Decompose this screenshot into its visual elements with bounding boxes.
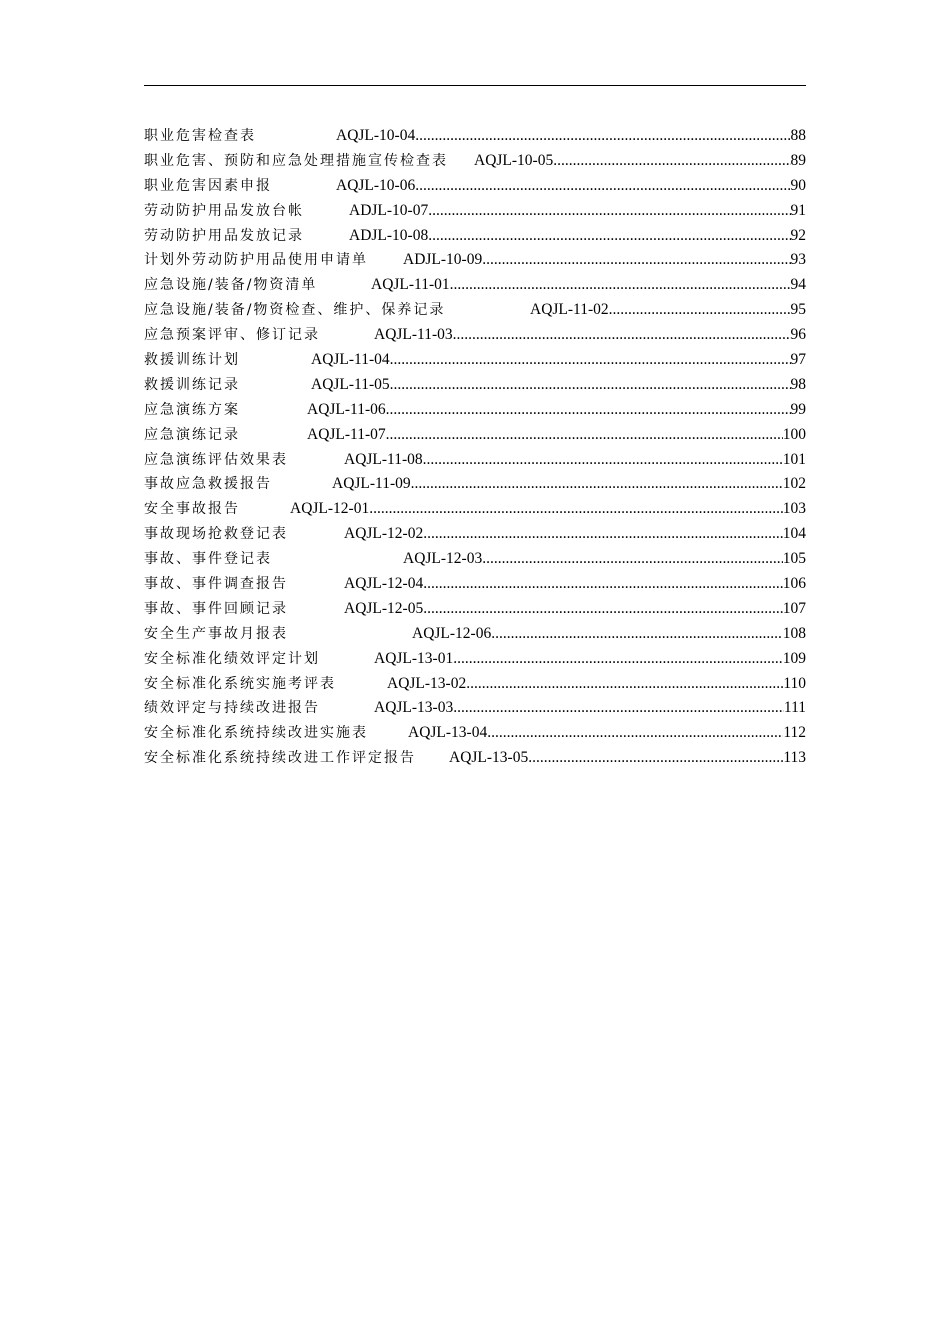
toc-entry-title: 应急设施/装备/物资检查、维护、保养记录 <box>144 302 446 319</box>
toc-entry[interactable] <box>144 721 806 746</box>
toc-entry-page-number: 91 <box>790 201 806 219</box>
toc-entry-page-number: 89 <box>790 151 806 169</box>
toc-entry-page-number: 101 <box>782 450 806 468</box>
toc-dot-leader <box>428 224 790 249</box>
toc-entry[interactable] <box>144 423 806 448</box>
toc-entry[interactable] <box>144 124 806 149</box>
toc-entry-title: 应急演练方案 <box>144 401 240 418</box>
toc-entry-page-number: 94 <box>790 276 806 294</box>
toc-entry-page-number: 110 <box>783 674 806 692</box>
toc-entry-title: 职业危害、预防和应急处理措施宣传检查表 <box>144 152 448 169</box>
toc-entry-title: 安全标准化系统持续改进实施表 <box>144 725 368 742</box>
toc-entry-code: ADJL-10-09 <box>403 251 483 269</box>
toc-entry-title: 事故、事件调查报告 <box>144 576 288 593</box>
toc-dot-leader <box>487 721 783 746</box>
toc-entry-code: AQJL-13-04 <box>408 724 488 742</box>
toc-entry-title: 安全标准化系统实施考评表 <box>144 675 336 692</box>
toc-dot-leader <box>609 298 791 323</box>
toc-entry-code: ADJL-10-08 <box>349 226 429 244</box>
toc-entry[interactable] <box>144 622 806 647</box>
toc-dot-leader <box>491 622 783 647</box>
toc-entry-page-number: 104 <box>782 525 806 543</box>
toc-entry-page-number: 92 <box>790 226 806 244</box>
toc-entry-page-number: 111 <box>783 699 806 717</box>
toc-entry-page-number: 97 <box>790 351 806 369</box>
toc-dot-leader <box>423 572 783 597</box>
toc-entry[interactable] <box>144 273 806 298</box>
toc-entry-code: AQJL-13-05 <box>449 749 529 767</box>
toc-entry-title: 劳动防护用品发放台帐 <box>144 202 304 219</box>
toc-entry-page-number: 109 <box>782 649 806 667</box>
toc-entry[interactable] <box>144 696 806 721</box>
toc-entry-title: 应急演练评估效果表 <box>144 451 288 468</box>
toc-dot-leader <box>453 696 784 721</box>
toc-entry[interactable] <box>144 248 806 273</box>
toc-entry-page-number: 98 <box>790 375 806 393</box>
toc-entry-code: AQJL-12-02 <box>344 525 424 543</box>
toc-dot-leader <box>466 672 783 697</box>
toc-entry-code: AQJL-11-08 <box>344 450 423 468</box>
toc-entry-title: 事故、事件回顾记录 <box>144 600 288 617</box>
toc-entry-code: AQJL-12-04 <box>344 575 424 593</box>
toc-entry-code: AQJL-13-03 <box>374 699 454 717</box>
toc-dot-leader <box>415 174 790 199</box>
toc-entry-title: 劳动防护用品发放记录 <box>144 227 304 244</box>
toc-entry[interactable] <box>144 298 806 323</box>
toc-entry-title: 职业危害因素申报 <box>144 177 272 194</box>
toc-entry[interactable] <box>144 373 806 398</box>
toc-entry-title: 应急演练记录 <box>144 426 240 443</box>
toc-dot-leader <box>428 199 790 224</box>
toc-entry-page-number: 108 <box>782 624 806 642</box>
toc-dot-leader <box>415 124 790 149</box>
toc-entry-page-number: 93 <box>790 251 806 269</box>
toc-entry-page-number: 113 <box>783 749 806 767</box>
toc-entry-code: AQJL-12-06 <box>412 624 492 642</box>
toc-entry[interactable] <box>144 472 806 497</box>
toc-entry-title: 安全标准化绩效评定计划 <box>144 650 320 667</box>
toc-entry-code: AQJL-11-01 <box>371 276 450 294</box>
toc-entry-code: AQJL-13-02 <box>387 674 467 692</box>
toc-entry-page-number: 103 <box>782 500 806 518</box>
toc-dot-leader <box>553 149 790 174</box>
toc-entry[interactable] <box>144 224 806 249</box>
toc-dot-leader <box>482 248 790 273</box>
toc-entry-title: 计划外劳动防护用品使用申请单 <box>144 252 368 269</box>
toc-entry-title: 职业危害检查表 <box>144 128 256 144</box>
toc-dot-leader <box>369 497 783 522</box>
toc-entry-title: 事故、事件登记表 <box>144 551 272 568</box>
toc-entry[interactable] <box>144 149 806 174</box>
toc-entry-code: AQJL-12-01 <box>290 500 370 518</box>
toc-entry[interactable] <box>144 323 806 348</box>
toc-dot-leader <box>453 323 791 348</box>
toc-dot-leader <box>386 398 791 423</box>
toc-entry[interactable] <box>144 497 806 522</box>
toc-entry-title: 救援训练计划 <box>144 352 240 369</box>
toc-entry[interactable] <box>144 174 806 199</box>
toc-entry-title: 安全事故报告 <box>144 501 240 518</box>
toc-entry[interactable] <box>144 597 806 622</box>
toc-entry-title: 安全生产事故月报表 <box>144 625 288 642</box>
toc-entry-page-number: 96 <box>790 326 806 344</box>
toc-dot-leader <box>528 746 783 771</box>
toc-dot-leader <box>423 597 783 622</box>
toc-dot-leader <box>390 373 791 398</box>
toc-entry-page-number: 102 <box>782 475 806 493</box>
toc-entry[interactable] <box>144 348 806 373</box>
toc-entry-code: AQJL-10-05 <box>474 151 554 169</box>
toc-entry-title: 事故应急救援报告 <box>144 476 272 493</box>
toc-entry[interactable] <box>144 522 806 547</box>
toc-entry-page-number: 99 <box>790 400 806 418</box>
toc-dot-leader <box>423 522 783 547</box>
toc-entry[interactable] <box>144 199 806 224</box>
toc-entry-title: 应急预案评审、修订记录 <box>144 327 320 344</box>
toc-entry-title: 安全标准化系统持续改进工作评定报告 <box>144 750 416 767</box>
toc-entry-code: AQJL-12-03 <box>403 550 483 568</box>
toc-entry-code: AQJL-10-04 <box>336 127 416 144</box>
toc-entry-code: AQJL-11-04 <box>311 351 390 369</box>
toc-dot-leader <box>390 348 791 373</box>
toc-entry-page-number: 95 <box>790 301 806 319</box>
toc-entry-code: AQJL-11-09 <box>332 475 411 493</box>
toc-entry[interactable] <box>144 448 806 473</box>
toc-entry-title: 绩效评定与持续改进报告 <box>144 700 320 717</box>
toc-entry-page-number: 90 <box>790 176 806 194</box>
toc-entry[interactable] <box>144 647 806 672</box>
toc-entry-code: AQJL-12-05 <box>344 599 424 617</box>
toc-entry-code: AQJL-10-06 <box>336 176 416 194</box>
header-rule <box>144 85 806 86</box>
toc-entry-code: AQJL-11-07 <box>307 425 386 443</box>
toc-entry[interactable] <box>144 572 806 597</box>
toc-entry-page-number: 106 <box>782 575 806 593</box>
toc-entry-title: 事故现场抢救登记表 <box>144 526 288 543</box>
table-of-contents <box>144 124 806 771</box>
toc-dot-leader <box>482 547 783 572</box>
toc-entry-page-number: 107 <box>782 599 806 617</box>
toc-entry[interactable] <box>144 547 806 572</box>
toc-dot-leader <box>450 273 791 298</box>
toc-entry-code: ADJL-10-07 <box>349 201 429 219</box>
toc-dot-leader <box>411 472 783 497</box>
toc-entry-page-number: 88 <box>790 127 806 144</box>
toc-entry-page-number: 100 <box>782 425 806 443</box>
toc-entry-code: AQJL-11-03 <box>374 326 453 344</box>
toc-dot-leader <box>453 647 783 672</box>
toc-entry-page-number: 105 <box>782 550 806 568</box>
toc-entry-code: AQJL-13-01 <box>374 649 454 667</box>
toc-entry-title: 救援训练记录 <box>144 376 240 393</box>
toc-entry-title: 应急设施/装备/物资清单 <box>144 277 318 294</box>
toc-entry[interactable] <box>144 672 806 697</box>
toc-entry[interactable] <box>144 398 806 423</box>
toc-dot-leader <box>423 448 783 473</box>
toc-entry[interactable] <box>144 746 806 771</box>
toc-entry-code: AQJL-11-05 <box>311 375 390 393</box>
toc-dot-leader <box>386 423 783 448</box>
toc-entry-code: AQJL-11-02 <box>530 301 609 319</box>
toc-entry-code: AQJL-11-06 <box>307 400 386 418</box>
toc-entry-page-number: 112 <box>783 724 806 742</box>
